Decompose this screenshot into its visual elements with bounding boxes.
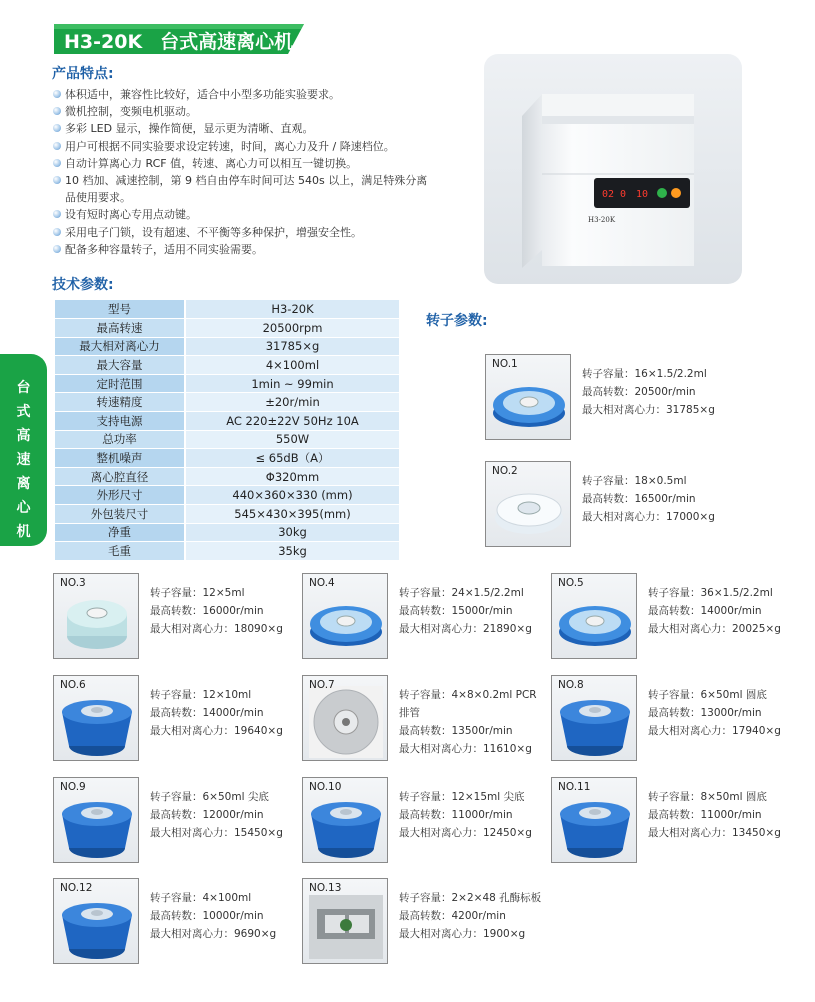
feature-text: 设有短时离心专用点动键。 [65, 208, 197, 222]
page-title [64, 27, 293, 54]
display-right: 10 [636, 189, 649, 200]
features-list [52, 86, 432, 258]
rotor-info [150, 584, 283, 638]
rotor-number: NO.13 [309, 882, 342, 894]
spec-label: 离心腔直径 [55, 467, 185, 486]
rotor-number: NO.6 [60, 679, 86, 691]
spec-value: Φ320mm [185, 467, 399, 486]
bullet-icon [53, 107, 61, 115]
rotor-spec-line: 最高转数：20500r/min [582, 386, 696, 398]
rotor-info [582, 472, 715, 526]
rotor-number: NO.12 [60, 882, 93, 894]
rotor-spec-line: 最大相对离心力：9690×g [150, 928, 277, 940]
side-tab-char: 离 [16, 476, 31, 492]
rotor-info [399, 788, 532, 842]
rotor-heading: 转子参数: [426, 313, 488, 329]
rotor-spec-line: 转子容量：4×8×0.2ml PCR [399, 689, 537, 701]
spec-label: 最大容量 [55, 356, 185, 375]
spec-label: 型号 [55, 300, 185, 319]
bullet-icon [53, 210, 61, 218]
feature-text: 配备多种容量转子，适用不同实验需要。 [65, 242, 263, 256]
spec-row [55, 356, 399, 375]
spec-value: 550W [185, 430, 399, 449]
rotor-image [53, 573, 139, 659]
rotor-spec-line: 最高转数：10000r/min [150, 910, 264, 922]
rotor-info [150, 788, 283, 842]
rotor-spec-line: 最大相对离心力：18090×g [150, 623, 283, 635]
spec-label: 定时范围 [55, 374, 185, 393]
feature-text: 10 档加、减速控制，第 9 档自由停车时间可达 540s 以上，满足特殊分离品使用要求。 [65, 174, 428, 205]
rotor-spec-line: 最大相对离心力：20025×g [648, 623, 781, 635]
feature-text: 多彩 LED 显示，操作简便，显示更为清晰、直观。 [65, 122, 314, 136]
rotor-spec-line: 转子容量：6×50ml 尖底 [150, 791, 269, 803]
spec-row [55, 337, 399, 356]
model-name: H3-20K [64, 31, 143, 53]
bullet-icon [53, 159, 61, 167]
spec-label: 毛重 [55, 542, 185, 561]
rotor-image [551, 777, 637, 863]
spec-row [55, 430, 399, 449]
rotor-spec-line: 转子容量：8×50ml 圆底 [648, 791, 767, 803]
side-tab-char: 式 [16, 404, 31, 420]
rotor-spec-line: 最大相对离心力：17940×g [648, 725, 781, 737]
feature-item [52, 120, 432, 137]
status-light-icon [657, 188, 667, 198]
rotor-image [551, 573, 637, 659]
feature-item [52, 86, 432, 103]
spec-row [55, 319, 399, 338]
rotor-spec-line: 最高转数：13500r/min [399, 725, 513, 737]
rotor-spec-line: 最高转数：13000r/min [648, 707, 762, 719]
rotor-spec-line: 最高转数：16500r/min [582, 493, 696, 505]
rotor-spec-line: 转子容量：2×2×48 孔酶标板 [399, 892, 542, 904]
rotor-spec-line: 最大相对离心力：31785×g [582, 404, 715, 416]
rotor-spec-line: 转子容量：18×0.5ml [582, 475, 687, 487]
feature-text: 微机控制，变频电机驱动。 [65, 105, 197, 119]
rotor-info [582, 365, 715, 419]
bullet-icon [53, 142, 61, 150]
spec-label: 最高转速 [55, 319, 185, 338]
rotor-spec-line: 转子容量：36×1.5/2.2ml [648, 587, 773, 599]
bullet-icon [53, 176, 61, 184]
feature-text: 自动计算离心力 RCF 值，转速、离心力可以相互一键切换。 [65, 156, 358, 170]
rotor-info [648, 788, 781, 842]
spec-label: 整机噪声 [55, 449, 185, 468]
rotor-spec-line: 最高转数：11000r/min [399, 809, 513, 821]
spec-row [55, 449, 399, 468]
spec-row [55, 486, 399, 505]
specs-table [55, 300, 399, 561]
spec-label: 支持电源 [55, 412, 185, 431]
rotor-spec-line: 最大相对离心力：19640×g [150, 725, 283, 737]
feature-item [52, 241, 432, 258]
bullet-icon [53, 90, 61, 98]
side-tab-char: 台 [16, 380, 31, 396]
spec-row [55, 505, 399, 524]
spec-row [55, 393, 399, 412]
spec-value: 31785×g [185, 337, 399, 356]
rotor-info [648, 584, 781, 638]
rotor-image [53, 777, 139, 863]
rotor-spec-line: 最高转数：16000r/min [150, 605, 264, 617]
spec-row [55, 412, 399, 431]
rotor-number: NO.9 [60, 781, 86, 793]
spec-value: AC 220±22V 50Hz 10A [185, 412, 399, 431]
spec-value: 35kg [185, 542, 399, 561]
feature-text: 用户可根据不同实验要求设定转速，时间，离心力及升 / 降速档位。 [65, 139, 395, 153]
spec-value: H3-20K [185, 300, 399, 319]
spec-label: 总功率 [55, 430, 185, 449]
spec-row [55, 300, 399, 319]
feature-item [52, 206, 432, 223]
rotor-spec-line: 最大相对离心力：15450×g [150, 827, 283, 839]
feature-item [52, 103, 432, 120]
rotor-number: NO.8 [558, 679, 584, 691]
rotor-spec-line: 最高转数：11000r/min [648, 809, 762, 821]
rotor-info [399, 889, 541, 943]
spec-row [55, 467, 399, 486]
rotor-number: NO.5 [558, 577, 584, 589]
spec-label: 最大相对离心力 [55, 337, 185, 356]
rotor-spec-line: 排管 [399, 707, 420, 719]
side-tab-label [0, 376, 47, 544]
rotor-info [150, 889, 276, 943]
rotor-spec-line: 最高转数：15000r/min [399, 605, 513, 617]
rotor-spec-line: 最高转数：12000r/min [150, 809, 264, 821]
rotor-spec-line: 最大相对离心力：12450×g [399, 827, 532, 839]
rotor-info [648, 686, 781, 740]
rotor-image [302, 573, 388, 659]
feature-text: 采用电子门锁，设有超速、不平衡等多种保护，增强安全性。 [65, 225, 362, 239]
spec-row [55, 542, 399, 561]
specs-heading: 技术参数: [52, 277, 114, 293]
bullet-icon [53, 245, 61, 253]
rotor-spec-line: 最大相对离心力：13450×g [648, 827, 781, 839]
bullet-icon [53, 228, 61, 236]
rotor-image [302, 777, 388, 863]
side-tab-char: 高 [16, 428, 31, 444]
side-category-tab [0, 354, 47, 546]
rotor-spec-line: 转子容量：4×100ml [150, 892, 252, 904]
spec-value: 4×100ml [185, 356, 399, 375]
spec-value: 1min ~ 99min [185, 374, 399, 393]
rotor-spec-line: 转子容量：16×1.5/2.2ml [582, 368, 707, 380]
rotor-image [485, 354, 571, 440]
product-photo [484, 54, 742, 284]
spec-value: 20500rpm [185, 319, 399, 338]
rotor-number: NO.1 [492, 358, 518, 370]
centrifuge-illustration [484, 54, 742, 284]
rotor-spec-line: 最高转数：14000r/min [648, 605, 762, 617]
rotor-spec-line: 转子容量：6×50ml 圆底 [648, 689, 767, 701]
side-tab-char: 机 [16, 524, 31, 540]
rotor-spec-line: 最大相对离心力：1900×g [399, 928, 526, 940]
rotor-number: NO.10 [309, 781, 342, 793]
rotor-image [53, 675, 139, 761]
product-name: 台式高速离心机 [160, 31, 294, 53]
feature-item [52, 224, 432, 241]
spec-value: 30kg [185, 523, 399, 542]
title-banner [54, 24, 304, 54]
spec-row [55, 523, 399, 542]
features-heading: 产品特点: [52, 66, 114, 82]
feature-item [52, 172, 432, 206]
rotor-spec-line: 最高转数：4200r/min [399, 910, 506, 922]
rotor-number: NO.3 [60, 577, 86, 589]
rotor-number: NO.4 [309, 577, 335, 589]
rotor-info [399, 584, 532, 638]
spec-value: ≤ 65dB（A） [185, 449, 399, 468]
device-label: H3-20K [588, 216, 616, 224]
rotor-spec-line: 转子容量：24×1.5/2.2ml [399, 587, 524, 599]
feature-item [52, 138, 432, 155]
spec-label: 净重 [55, 523, 185, 542]
side-tab-char: 速 [16, 452, 31, 468]
rotor-image [53, 878, 139, 964]
spec-label: 转速精度 [55, 393, 185, 412]
spec-row [55, 374, 399, 393]
rotor-info [399, 686, 537, 758]
rotor-image [302, 878, 388, 964]
rotor-spec-line: 最大相对离心力：11610×g [399, 743, 532, 755]
side-tab-char: 心 [16, 500, 31, 516]
rotor-spec-line: 转子容量：12×5ml [150, 587, 245, 599]
spec-value: 440×360×330 (mm) [185, 486, 399, 505]
feature-text: 体积适中，兼容性比较好，适合中小型多功能实验要求。 [65, 88, 340, 101]
spec-value: 545×430×395(mm) [185, 505, 399, 524]
rotor-image [302, 675, 388, 761]
rotor-spec-line: 最大相对离心力：17000×g [582, 511, 715, 523]
rotor-spec-line: 最大相对离心力：21890×g [399, 623, 532, 635]
rotor-image [551, 675, 637, 761]
spec-label: 外包装尺寸 [55, 505, 185, 524]
spec-label: 外形尺寸 [55, 486, 185, 505]
rotor-spec-line: 转子容量：12×15ml 尖底 [399, 791, 525, 803]
spec-value: ±20r/min [185, 393, 399, 412]
rotor-spec-line: 转子容量：12×10ml [150, 689, 252, 701]
status-light-icon [671, 188, 681, 198]
rotor-image [485, 461, 571, 547]
feature-item [52, 155, 432, 172]
rotor-number: NO.11 [558, 781, 591, 793]
rotor-number: NO.2 [492, 465, 518, 477]
rotor-info [150, 686, 283, 740]
bullet-icon [53, 124, 61, 132]
rotor-spec-line: 最高转数：14000r/min [150, 707, 264, 719]
rotor-number: NO.7 [309, 679, 335, 691]
display-left: 02 0 [602, 189, 627, 200]
